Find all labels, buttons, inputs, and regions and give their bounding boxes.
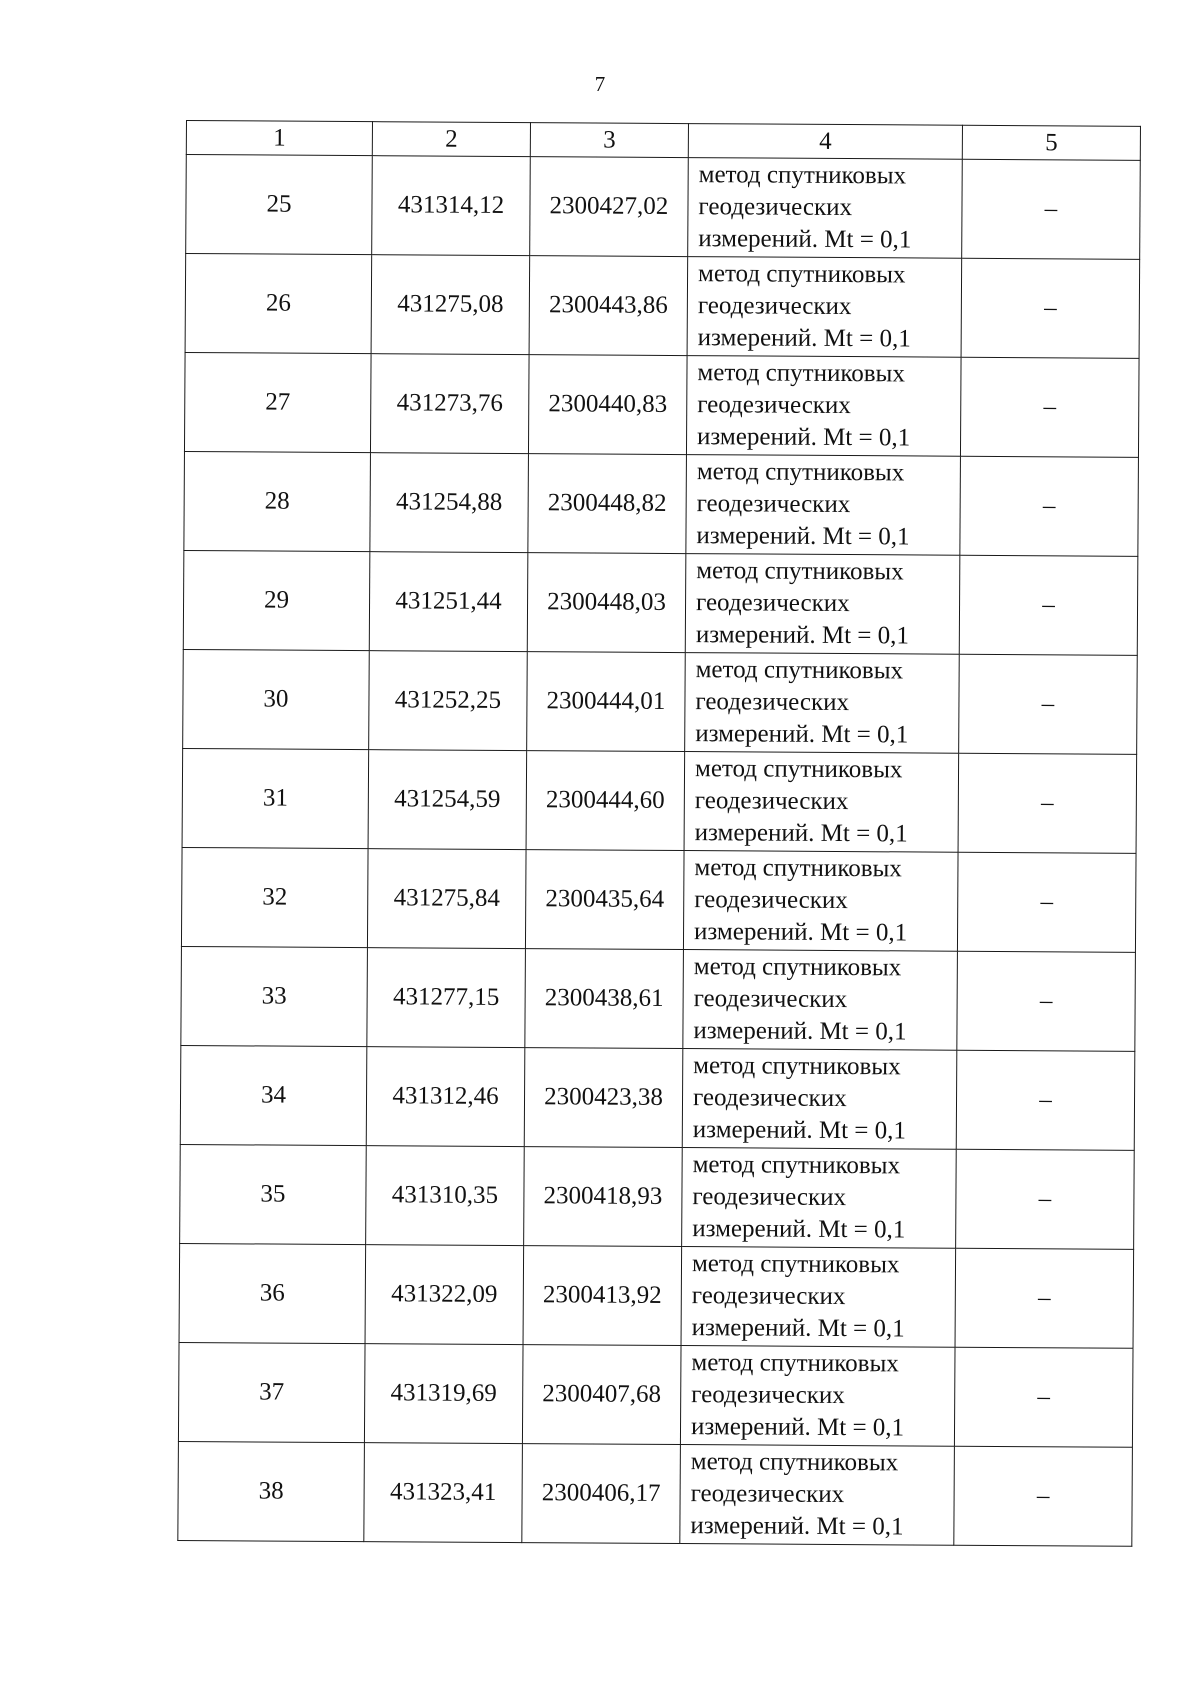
method-cell: [680, 1346, 955, 1447]
method-cell: [682, 1049, 957, 1150]
x-coordinate-cell: 431314,12: [372, 156, 531, 256]
table-row: [178, 1342, 1133, 1447]
point-number-cell: 37: [178, 1342, 365, 1442]
x-coordinate-cell: 431319,69: [364, 1344, 523, 1444]
method-line: геодезических: [697, 391, 851, 420]
note-cell: –: [954, 1347, 1133, 1447]
method-line: измерений. Mt = 0,1: [694, 819, 908, 848]
y-coordinate-cell: 2300440,83: [528, 355, 687, 455]
method-cell: [681, 1247, 956, 1348]
y-coordinate-cell: 2300448,82: [528, 454, 687, 554]
note-cell: –: [962, 159, 1141, 259]
method-line: геодезических: [695, 688, 850, 717]
point-number-cell: 28: [184, 451, 371, 551]
column-header: 1: [186, 121, 372, 156]
method-line: геодезических: [694, 787, 849, 816]
y-coordinate-cell: 2300423,38: [524, 1048, 683, 1148]
note-cell: –: [955, 1248, 1134, 1348]
method-line: измерений. Mt = 0,1: [696, 423, 911, 452]
method-line: метод спутниковых: [697, 260, 906, 289]
method-line: метод спутниковых: [693, 953, 902, 982]
x-coordinate-cell: 431312,46: [366, 1047, 525, 1147]
method-line: метод спутниковых: [691, 1250, 900, 1279]
note-cell: –: [957, 951, 1136, 1051]
y-coordinate-cell: 2300407,68: [522, 1345, 681, 1445]
table-row: [186, 155, 1141, 260]
column-header: 4: [688, 124, 962, 160]
x-coordinate-cell: 431273,76: [370, 354, 529, 454]
column-header: 2: [372, 122, 530, 157]
method-line: метод спутниковых: [693, 1052, 901, 1081]
point-number-cell: 27: [184, 352, 371, 452]
point-number-cell: 33: [181, 946, 368, 1046]
method-line: метод спутниковых: [697, 359, 905, 388]
point-number-cell: 30: [183, 649, 370, 749]
table-row: [180, 1045, 1135, 1150]
y-coordinate-cell: 2300406,17: [522, 1444, 681, 1544]
method-line: измерений. Mt = 0,1: [692, 1116, 906, 1145]
note-cell: –: [959, 555, 1138, 655]
note-cell: –: [960, 456, 1139, 556]
method-line: метод спутниковых: [694, 854, 902, 883]
x-coordinate-cell: 431275,08: [371, 255, 530, 355]
method-line: метод спутниковых: [695, 656, 904, 685]
method-line: метод спутниковых: [696, 458, 905, 487]
method-line: геодезических: [692, 1084, 847, 1113]
table-row: [184, 352, 1139, 457]
table-row: [183, 649, 1138, 754]
point-number-cell: 35: [180, 1144, 367, 1244]
y-coordinate-cell: 2300413,92: [523, 1246, 682, 1346]
y-coordinate-cell: 2300435,64: [525, 850, 684, 950]
x-coordinate-cell: 431277,15: [367, 948, 526, 1048]
y-coordinate-cell: 2300444,60: [526, 751, 685, 851]
x-coordinate-cell: 431322,09: [365, 1245, 524, 1345]
point-number-cell: 36: [179, 1243, 366, 1343]
method-line: геодезических: [693, 985, 848, 1014]
method-line: геодезических: [691, 1381, 845, 1410]
point-number-cell: 34: [180, 1045, 367, 1145]
method-line: геодезических: [698, 193, 853, 222]
method-cell: [686, 356, 961, 457]
note-cell: –: [954, 1446, 1133, 1546]
method-cell: [686, 455, 961, 556]
point-number-cell: 31: [182, 748, 369, 848]
table-row: [178, 1441, 1133, 1546]
table-row: [185, 254, 1140, 359]
column-header: 3: [530, 123, 688, 158]
method-line: измерений. Mt = 0,1: [698, 225, 912, 254]
point-number-cell: 29: [183, 550, 370, 650]
method-line: геодезических: [694, 886, 848, 915]
note-cell: –: [956, 1050, 1135, 1150]
method-line: измерений. Mt = 0,1: [695, 720, 909, 749]
x-coordinate-cell: 431310,35: [366, 1146, 525, 1246]
method-cell: [685, 554, 960, 655]
x-coordinate-cell: 431323,41: [364, 1443, 523, 1543]
method-line: геодезических: [690, 1480, 845, 1509]
method-cell: [688, 158, 963, 259]
method-line: геодезических: [697, 292, 852, 321]
table-row: [180, 1144, 1135, 1249]
table-row: [181, 946, 1136, 1051]
column-header: 5: [962, 125, 1140, 160]
point-number-cell: 26: [185, 254, 372, 354]
y-coordinate-cell: 2300448,03: [527, 553, 686, 653]
method-cell: [683, 851, 958, 952]
table-row: [184, 451, 1139, 556]
point-number-cell: 32: [181, 847, 368, 947]
x-coordinate-cell: 431252,25: [369, 651, 528, 751]
y-coordinate-cell: 2300438,61: [525, 949, 684, 1049]
table-row: [181, 847, 1136, 952]
method-line: метод спутниковых: [691, 1349, 899, 1378]
y-coordinate-cell: 2300418,93: [524, 1147, 683, 1247]
table-row: [183, 550, 1138, 655]
method-line: метод спутниковых: [690, 1448, 899, 1477]
table-body: [178, 155, 1140, 1547]
method-cell: [687, 257, 962, 358]
method-line: измерений. Mt = 0,1: [696, 522, 910, 551]
method-line: измерений. Mt = 0,1: [691, 1314, 905, 1343]
method-cell: [680, 1445, 955, 1546]
point-number-cell: 38: [178, 1441, 365, 1541]
method-cell: [684, 752, 959, 853]
table-row: [179, 1243, 1134, 1348]
coordinates-table: [177, 120, 1141, 1547]
point-number-cell: 25: [186, 155, 373, 255]
x-coordinate-cell: 431254,59: [368, 750, 527, 850]
note-cell: –: [957, 852, 1136, 952]
method-line: метод спутниковых: [692, 1151, 901, 1180]
note-cell: –: [961, 258, 1140, 358]
method-line: измерений. Mt = 0,1: [692, 1215, 906, 1244]
x-coordinate-cell: 431251,44: [369, 552, 528, 652]
method-line: геодезических: [695, 589, 850, 618]
method-line: метод спутниковых: [696, 557, 904, 586]
header-row: [186, 121, 1140, 161]
method-line: геодезических: [692, 1183, 847, 1212]
y-coordinate-cell: 2300444,01: [527, 652, 686, 752]
method-cell: [683, 950, 958, 1051]
method-line: измерений. Mt = 0,1: [693, 918, 908, 947]
method-line: метод спутниковых: [698, 161, 907, 190]
method-cell: [682, 1148, 957, 1249]
y-coordinate-cell: 2300427,02: [530, 157, 689, 257]
x-coordinate-cell: 431275,84: [367, 849, 526, 949]
method-line: измерений. Mt = 0,1: [693, 1017, 907, 1046]
method-line: измерений. Mt = 0,1: [695, 621, 910, 650]
method-line: измерений. Mt = 0,1: [697, 324, 911, 353]
method-line: измерений. Mt = 0,1: [690, 1512, 904, 1541]
method-line: геодезических: [696, 490, 851, 519]
table-header: [186, 121, 1140, 161]
page-number: 7: [594, 72, 606, 96]
note-cell: –: [960, 357, 1139, 457]
y-coordinate-cell: 2300443,86: [529, 256, 688, 356]
method-line: измерений. Mt = 0,1: [690, 1413, 905, 1442]
note-cell: –: [958, 753, 1137, 853]
method-line: геодезических: [691, 1282, 846, 1311]
method-line: метод спутниковых: [694, 755, 903, 784]
table-row: [182, 748, 1137, 853]
note-cell: –: [959, 654, 1138, 754]
note-cell: –: [956, 1149, 1135, 1249]
method-cell: [685, 653, 960, 754]
x-coordinate-cell: 431254,88: [370, 453, 529, 553]
